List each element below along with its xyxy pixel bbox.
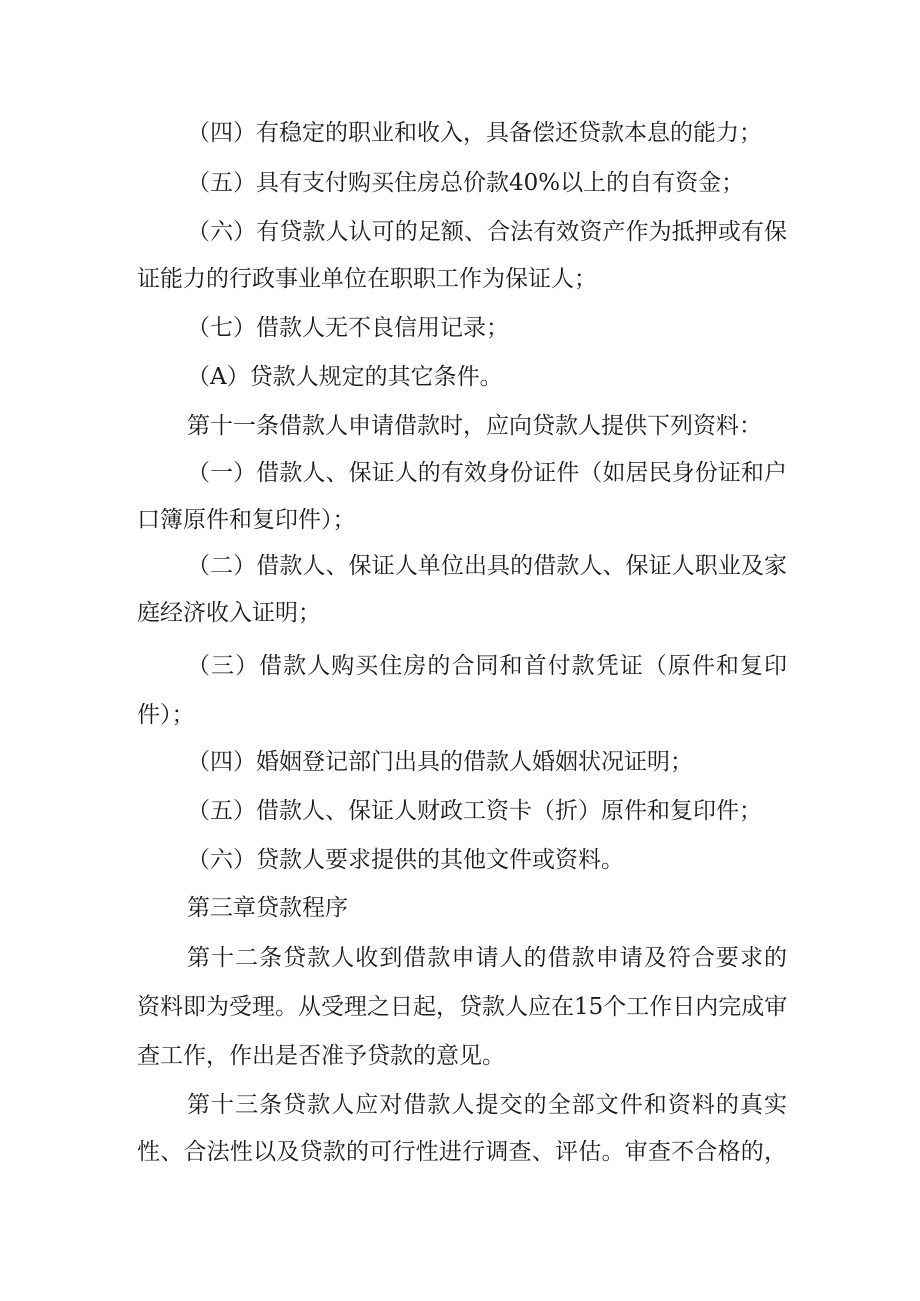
article-13-line-1: 第十三条贷款人应对借款人提交的全部文件和资料的真实 [187, 1092, 787, 1118]
material-4-marriage: （四）婚姻登记部门出具的借款人婚姻状况证明； [187, 749, 693, 775]
material-3-contract-line-2: 件）； [137, 702, 195, 728]
article-11-heading: 第十一条借款人申请借款时，应向贷款人提供下列资料： [187, 413, 762, 439]
material-1-id-line-1: （一）借款人、保证人的有效身份证件（如居民身份证和户 [187, 460, 787, 486]
clause-8-other-conditions: （A）贷款人规定的其它条件。 [187, 364, 503, 390]
material-2-income-line-2: 庭经济收入证明； [137, 600, 321, 626]
article-12-line-3: 查工作，作出是否准予贷款的意见。 [137, 1043, 505, 1069]
material-1-id-line-2: 口簿原件和复印件）； [137, 507, 356, 533]
material-5-salary-card: （五）借款人、保证人财政工资卡（折）原件和复印件； [187, 798, 762, 824]
clause-4-stable-income: （四）有稳定的职业和收入，具备偿还贷款本息的能力； [187, 120, 762, 146]
article-12-line-1: 第十二条贷款人收到借款申请人的借款申请及符合要求的 [187, 945, 787, 971]
article-12-line-2: 资料即为受理。从受理之日起，贷款人应在15个工作日内完成审 [137, 994, 787, 1020]
material-3-contract-line-1: （三）借款人购买住房的合同和首付款凭证（原件和复印 [187, 653, 787, 679]
clause-5-own-funds: （五）具有支付购买住房总价款40%以上的自有资金； [187, 170, 745, 196]
clause-6-collateral-line-1: （六）有贷款人认可的足额、合法有效资产作为抵押或有保 [187, 219, 787, 245]
clause-6-collateral-line-2: 证能力的行政事业单位在职职工作为保证人； [137, 266, 597, 292]
chapter-3-heading: 第三章贷款程序 [187, 895, 348, 921]
material-2-income-line-1: （二）借款人、保证人单位出具的借款人、保证人职业及家 [187, 553, 787, 579]
article-13-line-2: 性、合法性以及贷款的可行性进行调查、评估。审查不合格的， [137, 1139, 787, 1165]
material-6-other: （六）贷款人要求提供的其他文件或资料。 [187, 847, 624, 873]
clause-7-credit-record: （七）借款人无不良信用记录； [187, 315, 509, 341]
